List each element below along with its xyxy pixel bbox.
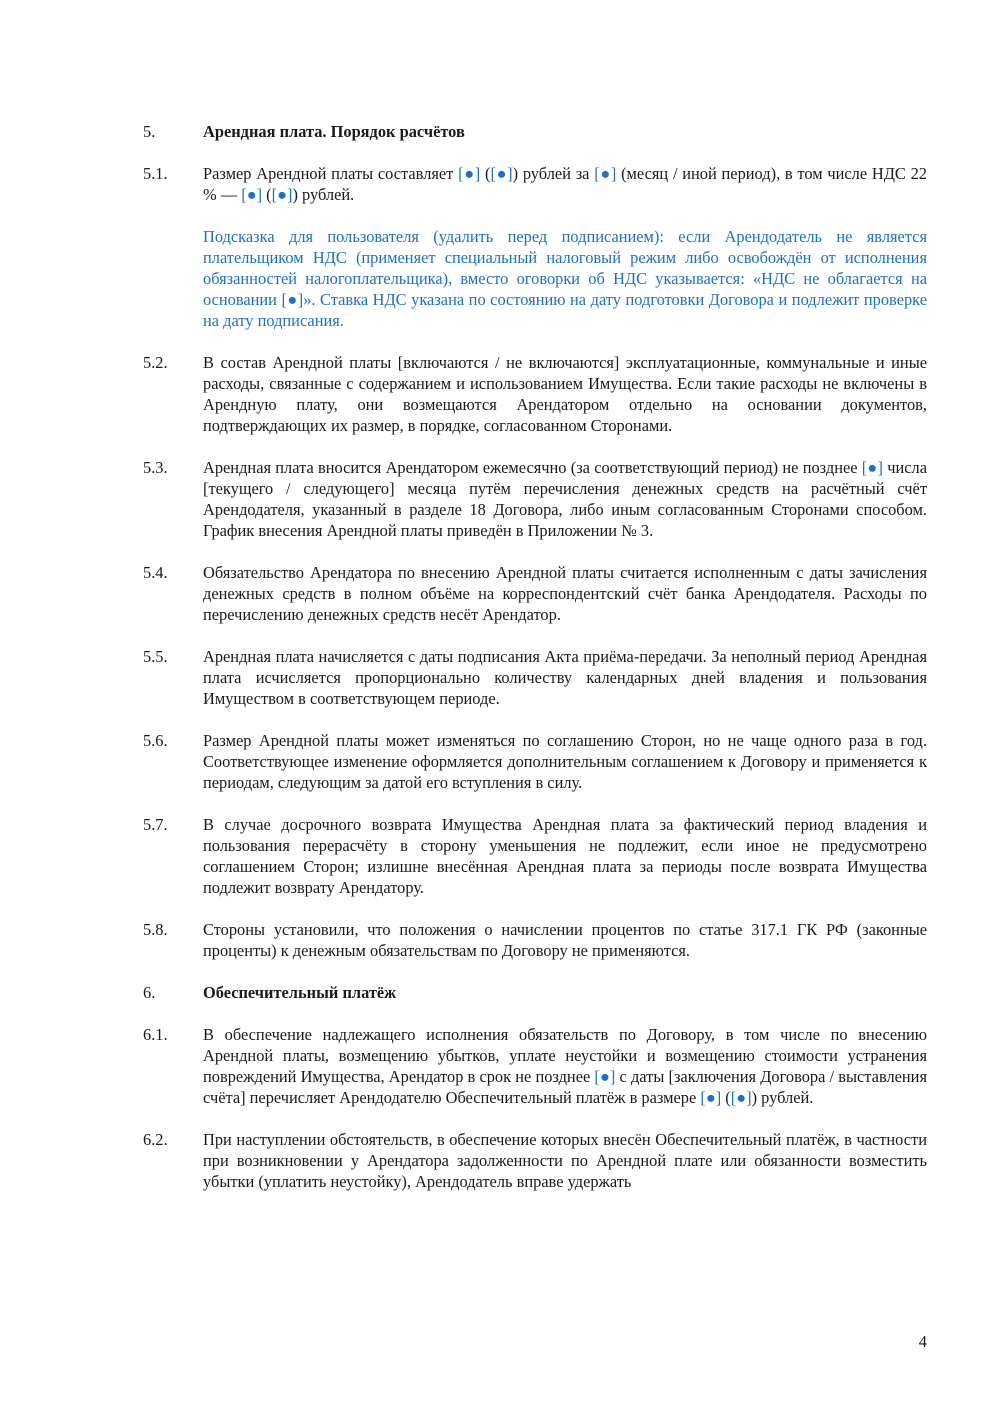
text-run: В обеспечение надлежащего исполнения обязательств по Договору, в том числе по внесению Арендной платы, возмещению убытков, уплате неустойки и возмещению стоимости устранения повреждений Имущества, Арендатор в срок не позднее bbox=[203, 1025, 927, 1086]
document-body bbox=[143, 121, 927, 1213]
text-run: Арендная плата. Порядок расчётов bbox=[203, 122, 465, 141]
text-run: Размер Арендной платы составляет bbox=[203, 164, 459, 183]
clause-text bbox=[203, 731, 927, 792]
clause-text bbox=[203, 815, 927, 897]
text-run: (месяц / иной период), в том числе НДС 22 % — bbox=[203, 164, 927, 204]
clause-number: 6. bbox=[143, 983, 156, 1002]
text-run: Арендная плата вносится Арендатором ежемесячно (за соответствующий период) не позднее bbox=[203, 458, 862, 477]
section-title bbox=[203, 983, 396, 1002]
placeholder-field: [●] bbox=[490, 164, 513, 183]
clause-text bbox=[203, 353, 927, 435]
user-hint-note bbox=[143, 226, 927, 331]
text-run: В случае досрочного возврата Имущества Арендная плата за фактический период владения и пользования перерасчёту в сторону уменьшения не подлежит, если иное не предусмотрено соглашением Сторон; излишне внесённая Арендная плата за периоды после возврата Имущества подлежит возврату Арендатору. bbox=[203, 815, 927, 897]
text-run: В состав Арендной платы [включаются / не включаются] эксплуатационные, коммунальные и иные расходы, связанные с содержанием и использованием Имущества. Если такие расходы не включены в Арендную плату, они возмещаются Арендатором отдельно на основании документов, подтверждающих их размер, в порядке, согласованном Сторонами. bbox=[203, 353, 927, 435]
clause-number: 5.8. bbox=[143, 920, 168, 939]
text-run: ( bbox=[262, 185, 272, 204]
text-run: числа [текущего / следующего] месяца путём перечисления денежных средств на расчётный счёт Арендодателя, указанный в разделе 18 Договора, либо иным согласованным Сторонами способом. График внесения Арендной платы приведён в Приложении № 3. bbox=[203, 458, 927, 540]
clause-text bbox=[203, 1025, 927, 1107]
clause-s5-7 bbox=[143, 814, 927, 898]
clause-number: 6.2. bbox=[143, 1130, 168, 1149]
clause-text bbox=[203, 563, 927, 624]
page-number: 4 bbox=[918, 1332, 927, 1351]
clause-text bbox=[203, 920, 927, 960]
hint-text bbox=[203, 227, 927, 330]
clause-s5-4 bbox=[143, 562, 927, 625]
text-run: Размер Арендной платы может изменяться по соглашению Сторон, но не чаще одного раза в год. Соответствующее изменение оформляется дополнительным соглашением к Договору и применяется к периодам, следующим за датой его вступления в силу. bbox=[203, 731, 927, 792]
text-run: Подсказка для пользователя (удалить перед подписанием): если Арендодатель не является плательщиком НДС (применяет специальный налоговый режим либо освобождён от исполнения обязанностей налогоплательщика), вместо оговорки об НДС указывается: «НДС не облагается на основании [●]». Ставка НДС указана по состоянию на дату подготовки Договора и подлежит проверке на дату подписания. bbox=[203, 227, 927, 330]
text-run: Стороны установили, что положения о начислении процентов по статье 317.1 ГК РФ (законные проценты) к денежным обязательствам по Договору не применяются. bbox=[203, 920, 927, 960]
placeholder-field: [●] bbox=[730, 1088, 752, 1107]
text-run: При наступлении обстоятельств, в обеспечение которых внесён Обеспечительный платёж, в частности при возникновении у Арендатора задолженности по Арендной плате или обязанности возместить убытки (уплатить неустойку), Арендодатель вправе удержать bbox=[203, 1130, 927, 1191]
clause-number: 5.2. bbox=[143, 353, 168, 372]
clause-number: 5.7. bbox=[143, 815, 168, 834]
clause-number: 5.3. bbox=[143, 458, 168, 477]
placeholder-field: [●] bbox=[241, 185, 263, 204]
text-run: Обязательство Арендатора по внесению Арендной платы считается исполненным с даты зачисления денежных средств в полном объёме на корреспондентский счёт банка Арендодателя. Расходы по перечислению денежных средств несёт Арендатор. bbox=[203, 563, 927, 624]
clause-text bbox=[203, 164, 927, 204]
text-run: с даты [заключения Договора / выставления счёта] перечисляет Арендодателю Обеспечительный платёж в размере bbox=[203, 1067, 927, 1107]
text-run: ( bbox=[721, 1088, 731, 1107]
clause-number: 5.1. bbox=[143, 164, 168, 183]
text-run: ) рублей. bbox=[292, 185, 355, 204]
section-heading-s6 bbox=[143, 982, 927, 1003]
text-run: Обеспечительный платёж bbox=[203, 983, 397, 1002]
text-run: Арендная плата начисляется с даты подписания Акта приёма-передачи. За неполный период Арендная плата исчисляется пропорционально количеству календарных дней владения и пользования Имуществом в соответствующем периоде. bbox=[203, 647, 927, 708]
clause-s6-2 bbox=[143, 1129, 927, 1192]
section-heading-s5 bbox=[143, 121, 927, 142]
clause-s6-1 bbox=[143, 1024, 927, 1108]
clause-text bbox=[203, 458, 927, 540]
clause-s5-3 bbox=[143, 457, 927, 541]
clause-s5-5 bbox=[143, 646, 927, 709]
text-run: ) рублей за bbox=[512, 164, 595, 183]
placeholder-field: [●] bbox=[700, 1088, 722, 1107]
section-title bbox=[203, 122, 465, 141]
clause-s5-6 bbox=[143, 730, 927, 793]
placeholder-field: [●] bbox=[861, 458, 883, 477]
clause-number: 5. bbox=[143, 122, 156, 141]
clause-number: 5.6. bbox=[143, 731, 168, 750]
text-run: ) рублей. bbox=[751, 1088, 814, 1107]
placeholder-field: [●] bbox=[594, 1067, 616, 1086]
clause-text bbox=[203, 1130, 927, 1191]
text-run: ( bbox=[480, 164, 491, 183]
placeholder-field: [●] bbox=[594, 164, 617, 183]
clause-number: 5.4. bbox=[143, 563, 168, 582]
clause-number: 6.1. bbox=[143, 1025, 168, 1044]
clause-s5-8 bbox=[143, 919, 927, 961]
clause-text bbox=[203, 647, 927, 708]
placeholder-field: [●] bbox=[458, 164, 481, 183]
clause-s5-1 bbox=[143, 163, 927, 205]
clause-s5-2 bbox=[143, 352, 927, 436]
placeholder-field: [●] bbox=[271, 185, 293, 204]
clause-number: 5.5. bbox=[143, 647, 168, 666]
